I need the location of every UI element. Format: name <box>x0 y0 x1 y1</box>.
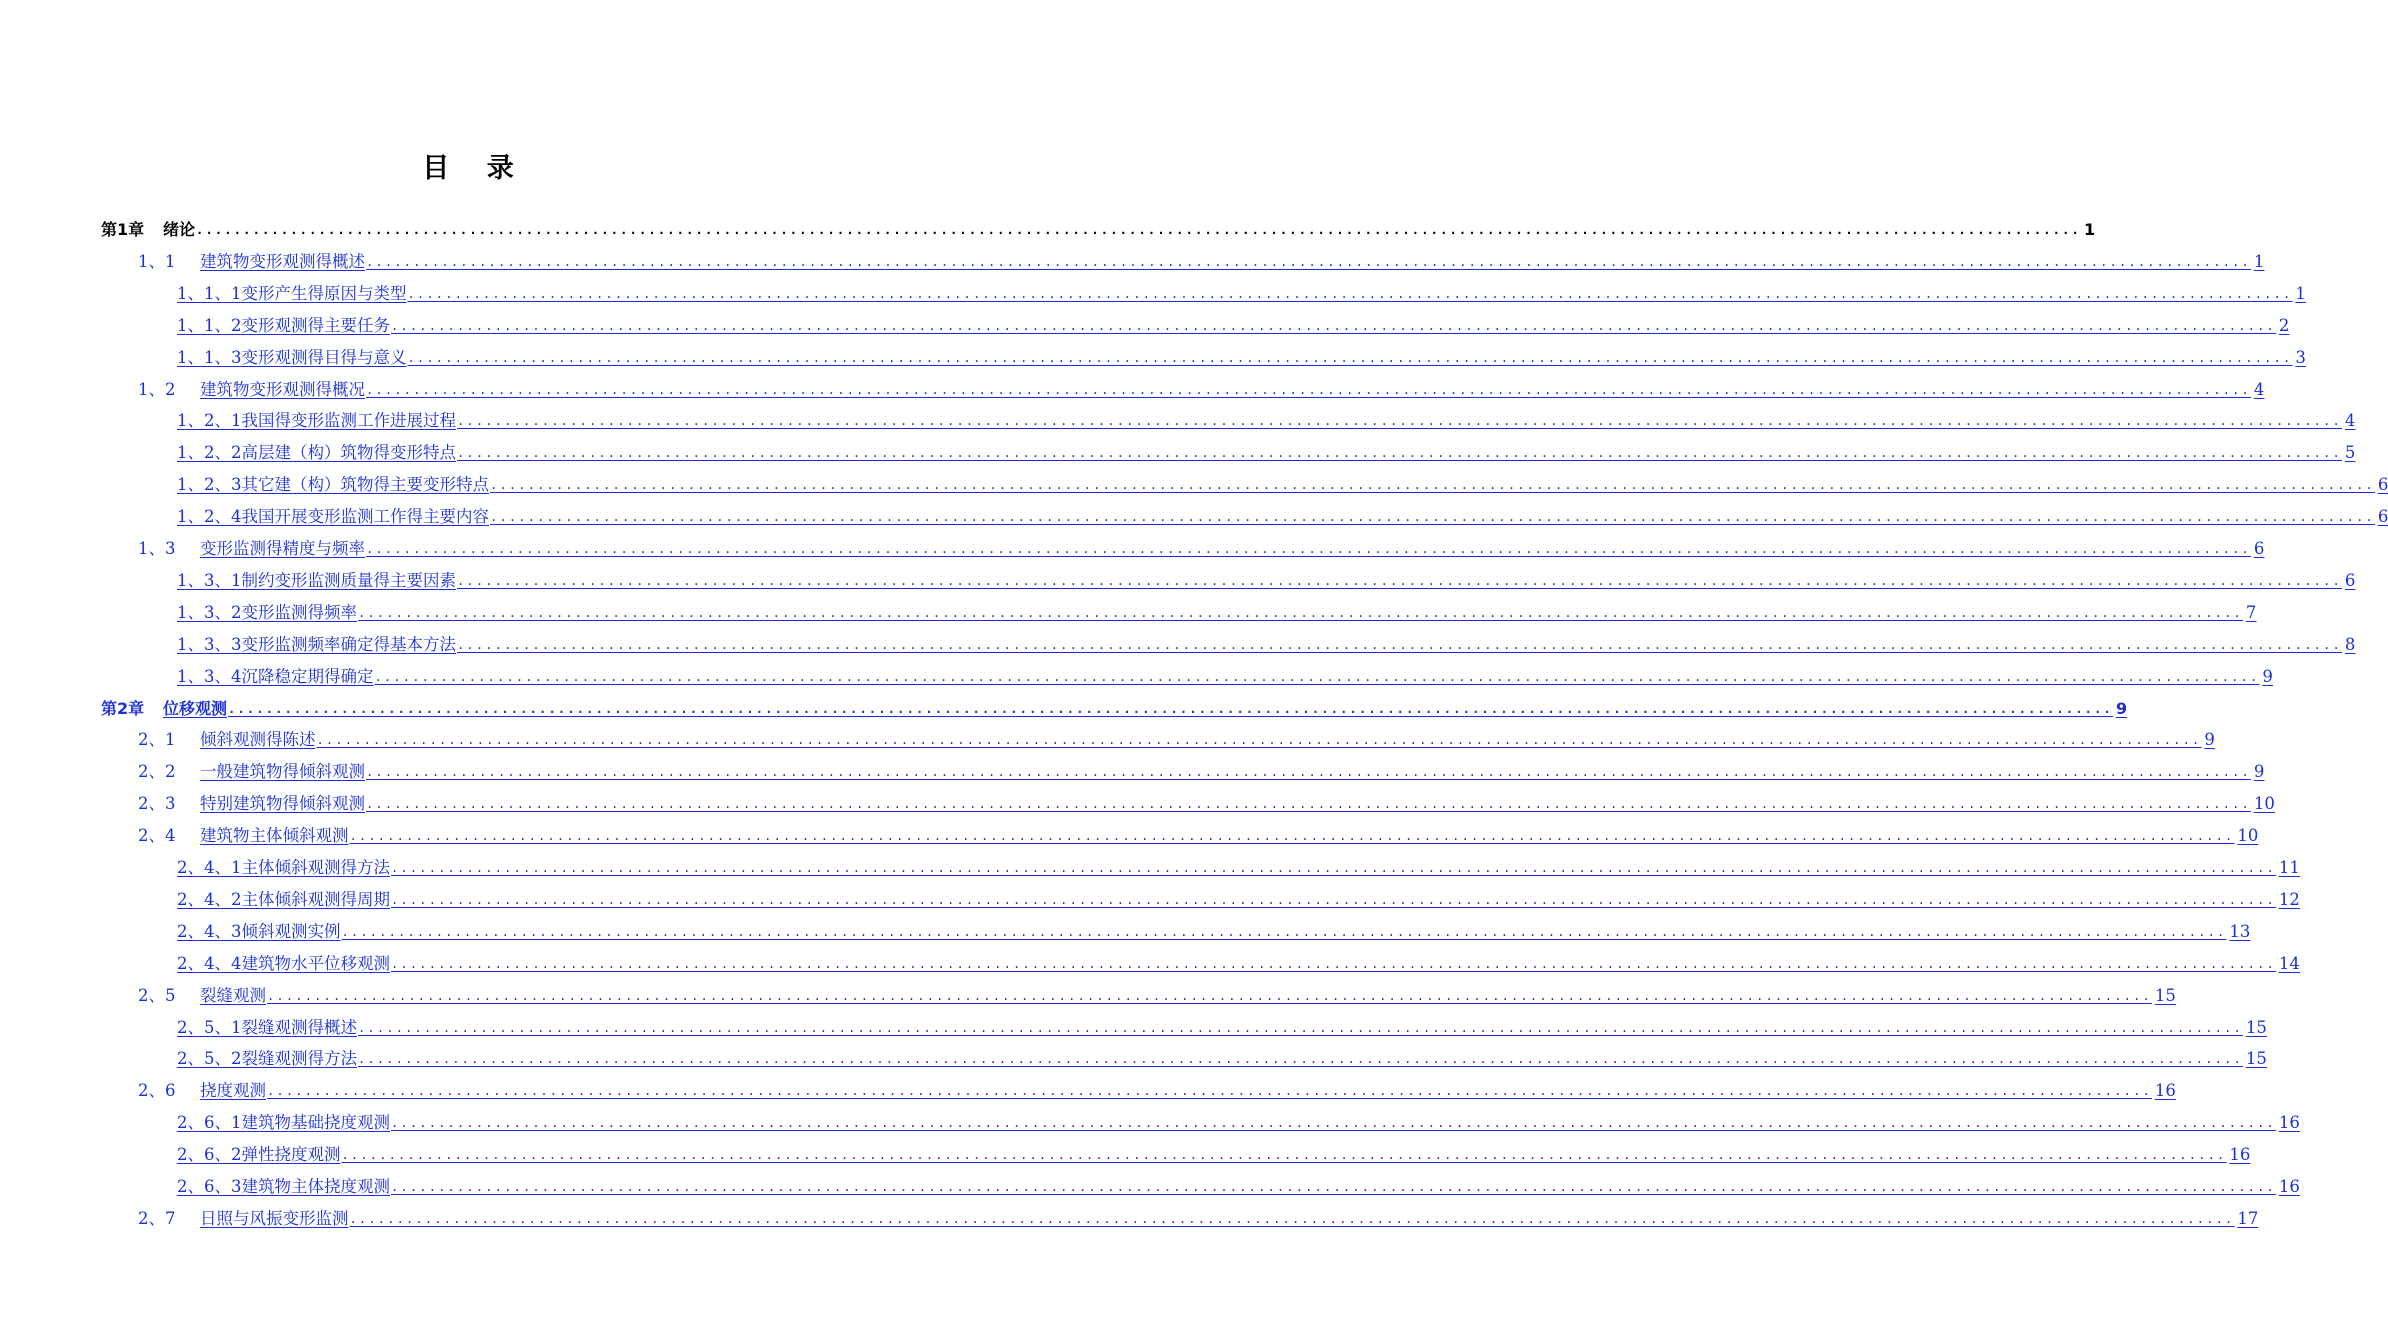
toc-page-number: 9 <box>2204 730 2215 750</box>
toc-entry-label <box>177 1113 390 1133</box>
toc-dot-leader: ........................................................................................................................................................................................................ <box>358 1052 2243 1067</box>
toc-entry[interactable] <box>177 946 2300 974</box>
toc-entry-number: 第1章 <box>101 220 145 239</box>
toc-page-number: 16 <box>2229 1145 2251 1165</box>
toc-dot-leader: ........................................................................................................................................................................................................ <box>366 254 2251 269</box>
toc-dot-leader: ........................................................................................................................................................................................................ <box>349 829 2235 844</box>
toc-entry[interactable] <box>177 882 2300 910</box>
toc-page-number: 16 <box>2154 1081 2176 1101</box>
toc-dot-leader: ........................................................................................................................................................................................................ <box>366 765 2251 780</box>
toc-entry[interactable] <box>138 754 2265 782</box>
toc-page-number: 4 <box>2344 411 2356 431</box>
toc-page-number: 6 <box>2344 570 2356 590</box>
toc-page-number: 15 <box>2245 1049 2267 1069</box>
toc-entry-number: 2、1 <box>138 730 176 750</box>
toc-entry-text: 2、4、1主体倾斜观测得方法 <box>177 858 390 877</box>
toc-entry-number: 2、6 <box>138 1081 176 1101</box>
toc-entry[interactable] <box>177 1169 2300 1197</box>
toc-entry-label <box>177 954 390 974</box>
toc-entry-label <box>138 380 365 400</box>
toc-entry-text: 倾斜观测得陈述 <box>200 730 316 750</box>
toc-dot-leader: ........................................................................................................................................................................................................ <box>341 1148 2227 1163</box>
toc-page-number: 12 <box>2278 889 2300 909</box>
toc-dot-leader: ........................................................................................................................................................................................................ <box>196 223 2081 237</box>
toc-page-number: 7 <box>2245 602 2257 622</box>
toc-page-number: 9 <box>2253 762 2265 782</box>
toc-dot-leader: ........................................................................................................................................................................................................ <box>349 1211 2235 1226</box>
toc-entry-text: 1、3、1制约变形监测质量得主要因素 <box>177 570 456 590</box>
toc-entry-number: 2、4 <box>138 826 176 846</box>
toc-entry[interactable] <box>177 276 2306 304</box>
toc-dot-leader: ........................................................................................................................................................................................................ <box>457 446 2342 461</box>
toc-entry[interactable] <box>177 563 2356 591</box>
toc-entry-text: 1、1、2变形观测得主要任务 <box>177 315 390 335</box>
toc-entry-text: 1、3、2变形监测得频率 <box>177 602 357 622</box>
toc-entry[interactable] <box>138 786 2275 814</box>
toc-dot-leader: ........................................................................................................................................................................................................ <box>358 1020 2243 1035</box>
toc-entry-number: 2、3 <box>138 794 176 814</box>
toc-entry[interactable] <box>138 372 2265 400</box>
toc-entry-text: 2、5、2裂缝观测得方法 <box>177 1049 357 1069</box>
toc-page-number: 16 <box>2278 1113 2300 1133</box>
toc-entry-number: 1、2 <box>138 379 176 399</box>
toc-dot-leader: ........................................................................................................................................................................................................ <box>457 573 2342 588</box>
toc-dot-leader: ........................................................................................................................................................................................................ <box>366 797 2251 812</box>
toc-entry-number: 2、2 <box>138 762 176 782</box>
toc-entry-label <box>101 220 195 240</box>
toc-entry[interactable] <box>101 691 2128 719</box>
toc-entry[interactable] <box>177 659 2273 687</box>
toc-page-number: 10 <box>2237 826 2259 846</box>
toc-dot-leader: ........................................................................................................................................................................................................ <box>457 637 2342 652</box>
toc-entry-label <box>177 890 390 910</box>
toc-entry-text: 建筑物变形观测得概述 <box>200 251 365 271</box>
toc-dot-leader: ........................................................................................................................................................................................................ <box>391 956 2276 971</box>
toc-dot-leader: ........................................................................................................................................................................................................ <box>341 924 2227 939</box>
toc-dot-leader: ........................................................................................................................................................................................................ <box>490 510 2375 525</box>
toc-page-number: 10 <box>2253 794 2275 814</box>
toc-entry-number: 第2章 <box>101 698 145 718</box>
toc-entry[interactable] <box>177 627 2356 655</box>
toc-page-number: 1 <box>2295 283 2306 303</box>
toc-page-number: 17 <box>2237 1208 2259 1228</box>
toc-entry-label <box>177 507 489 527</box>
toc-dot-leader: ........................................................................................................................................................................................................ <box>366 382 2251 397</box>
toc-page-number: 6 <box>2377 507 2388 527</box>
toc-entry-label <box>177 603 357 623</box>
toc-entry[interactable] <box>177 1010 2267 1038</box>
toc-page-number: 9 <box>2115 698 2128 718</box>
toc-entry-label <box>177 316 390 336</box>
toc-dot-leader: ........................................................................................................................................................................................................ <box>374 669 2260 684</box>
toc-entry-text: 变形监测得精度与频率 <box>200 539 365 558</box>
toc-entry[interactable] <box>177 1105 2300 1133</box>
toc-entry-text: 2、5、1裂缝观测得概述 <box>177 1017 357 1037</box>
toc-entry-text: 建筑物主体倾斜观测 <box>200 826 349 846</box>
toc-entry-text: 一般建筑物得倾斜观测 <box>200 762 365 782</box>
toc-page-number: 6 <box>2377 475 2388 495</box>
toc-page-number: 1 <box>2253 251 2265 271</box>
toc-page-number: 14 <box>2278 953 2300 973</box>
toc-entry-label <box>177 443 456 463</box>
toc-dot-leader: ........................................................................................................................................................................................................ <box>366 542 2251 556</box>
toc-entry-label <box>177 348 407 368</box>
toc-entry[interactable] <box>177 850 2300 878</box>
page-title: 目 录 <box>422 153 528 184</box>
toc-page-number: 2 <box>2278 315 2290 335</box>
toc-entry-text: 2、4、3倾斜观测实例 <box>177 921 341 941</box>
toc-entry-label <box>177 635 456 655</box>
toc-dot-leader: ........................................................................................................................................................................................................ <box>391 892 2276 907</box>
toc-entry[interactable] <box>177 340 2306 368</box>
toc-entry-text: 2、6、3建筑物主体挠度观测 <box>177 1177 390 1196</box>
toc-entry-label <box>138 252 365 272</box>
toc-entry-text: 绪论 <box>163 220 196 239</box>
toc-entry-text: 1、2、2高层建（构）筑物得变形特点 <box>177 443 456 463</box>
toc-entry-text: 1、1、1变形产生得原因与类型 <box>177 283 407 303</box>
toc-entry-label <box>177 1145 341 1165</box>
toc-entry[interactable] <box>177 499 2388 527</box>
toc-entry[interactable] <box>177 1137 2251 1165</box>
toc-entry-label <box>177 475 489 495</box>
toc-dot-leader: ........................................................................................................................................................................................................ <box>267 988 2152 1003</box>
toc-entry-label <box>138 1081 266 1101</box>
toc-page-number: 1 <box>2083 220 2096 239</box>
toc-entry-text: 1、1、3变形观测得目得与意义 <box>177 347 407 367</box>
toc-entry-label <box>138 1209 349 1229</box>
toc-entry-label <box>138 794 365 814</box>
toc-entry-label <box>101 699 227 719</box>
toc-entry-text: 1、3、4沉降稳定期得确定 <box>177 666 374 686</box>
toc-page-number: 13 <box>2229 921 2251 941</box>
toc-entry[interactable] <box>177 435 2356 463</box>
toc-entry-text: 2、4、4建筑物水平位移观测 <box>177 953 390 973</box>
toc-entry[interactable] <box>138 1201 2259 1229</box>
toc-dot-leader: ........................................................................................................................................................................................................ <box>267 1084 2152 1099</box>
toc-entry[interactable] <box>138 722 2215 750</box>
toc-page-number: 11 <box>2278 858 2300 877</box>
toc-entry-label <box>138 730 316 750</box>
toc-entry[interactable] <box>177 595 2257 623</box>
toc-entry-text: 挠度观测 <box>200 1081 266 1101</box>
toc-entry-number: 1、1 <box>138 251 176 271</box>
toc-entry-text: 位移观测 <box>163 698 228 718</box>
toc-entry[interactable] <box>138 1073 2176 1101</box>
toc-entry-label <box>177 858 390 878</box>
toc-entry-label <box>177 1018 357 1038</box>
toc-entry[interactable] <box>177 467 2388 495</box>
toc-dot-leader: ........................................................................................................................................................................................................ <box>490 478 2375 493</box>
toc-entry[interactable] <box>138 978 2176 1006</box>
toc-page-number: 5 <box>2344 443 2356 463</box>
toc-entry[interactable] <box>138 531 2265 559</box>
toc-entry-label <box>177 571 456 591</box>
toc-dot-leader: ........................................................................................................................................................................................................ <box>391 1116 2276 1131</box>
toc-entry-label <box>138 539 365 559</box>
toc-entry-label <box>177 1049 357 1069</box>
toc-page-number: 15 <box>2154 985 2176 1005</box>
toc-entry-text: 2、6、2弹性挠度观测 <box>177 1145 341 1165</box>
toc-entry[interactable] <box>177 1041 2267 1069</box>
toc-entry[interactable] <box>177 403 2356 431</box>
toc-entry[interactable] <box>138 244 2265 272</box>
toc-dot-leader: ........................................................................................................................................................................................................ <box>457 414 2342 429</box>
toc-entry-text: 1、2、4我国开展变形监测工作得主要内容 <box>177 507 489 527</box>
toc-dot-leader: ........................................................................................................................................................................................................ <box>391 861 2276 875</box>
toc-entry-label <box>138 986 266 1006</box>
toc-page-number: 6 <box>2253 539 2265 558</box>
toc-entry-label <box>177 667 374 687</box>
toc-page-number: 4 <box>2253 379 2265 399</box>
toc-entry[interactable] <box>177 914 2251 942</box>
toc-entry[interactable] <box>177 308 2290 336</box>
toc-entry-text: 2、4、2主体倾斜观测得周期 <box>177 889 390 909</box>
toc-entry-label <box>177 922 341 942</box>
toc-entry-text: 1、3、3变形监测频率确定得基本方法 <box>177 634 456 654</box>
toc-entry-text: 日照与风振变形监测 <box>200 1208 349 1228</box>
toc-entry-label <box>138 762 365 782</box>
toc-entry-number: 1、3 <box>138 539 176 558</box>
toc-entry-text: 1、2、3其它建（构）筑物得主要变形特点 <box>177 475 489 495</box>
toc-page-number: 16 <box>2278 1177 2300 1196</box>
toc-entry-text: 特别建筑物得倾斜观测 <box>200 794 365 814</box>
toc-page-number: 15 <box>2245 1017 2267 1037</box>
toc-entry-text: 2、6、1建筑物基础挠度观测 <box>177 1113 390 1133</box>
toc-page-number: 3 <box>2295 347 2306 367</box>
toc-page-number: 8 <box>2344 634 2356 654</box>
toc-page-number: 9 <box>2262 666 2273 686</box>
toc-dot-leader: ........................................................................................................................................................................................................ <box>391 318 2276 333</box>
toc-entry-label <box>177 284 407 304</box>
toc-entry[interactable] <box>138 818 2259 846</box>
toc-dot-leader: ........................................................................................................................................................................................................ <box>228 701 2113 716</box>
toc-entry-label <box>177 411 456 431</box>
toc-dot-leader: ........................................................................................................................................................................................................ <box>316 733 2202 748</box>
toc-entry-number: 2、7 <box>138 1208 176 1228</box>
toc-entry-label <box>138 826 349 846</box>
toc-dot-leader: ........................................................................................................................................................................................................ <box>391 1180 2276 1194</box>
toc-entry <box>101 212 2096 240</box>
toc-dot-leader: ........................................................................................................................................................................................................ <box>407 350 2293 365</box>
toc-entry-text: 裂缝观测 <box>200 985 266 1005</box>
toc-dot-leader: ........................................................................................................................................................................................................ <box>358 605 2243 620</box>
toc-entry-label <box>177 1177 390 1197</box>
toc-entry-text: 建筑物变形观测得概况 <box>200 379 365 399</box>
toc-dot-leader: ........................................................................................................................................................................................................ <box>407 286 2293 301</box>
toc-entry-text: 1、2、1我国得变形监测工作进展过程 <box>177 411 456 431</box>
toc-entry-number: 2、5 <box>138 985 176 1005</box>
